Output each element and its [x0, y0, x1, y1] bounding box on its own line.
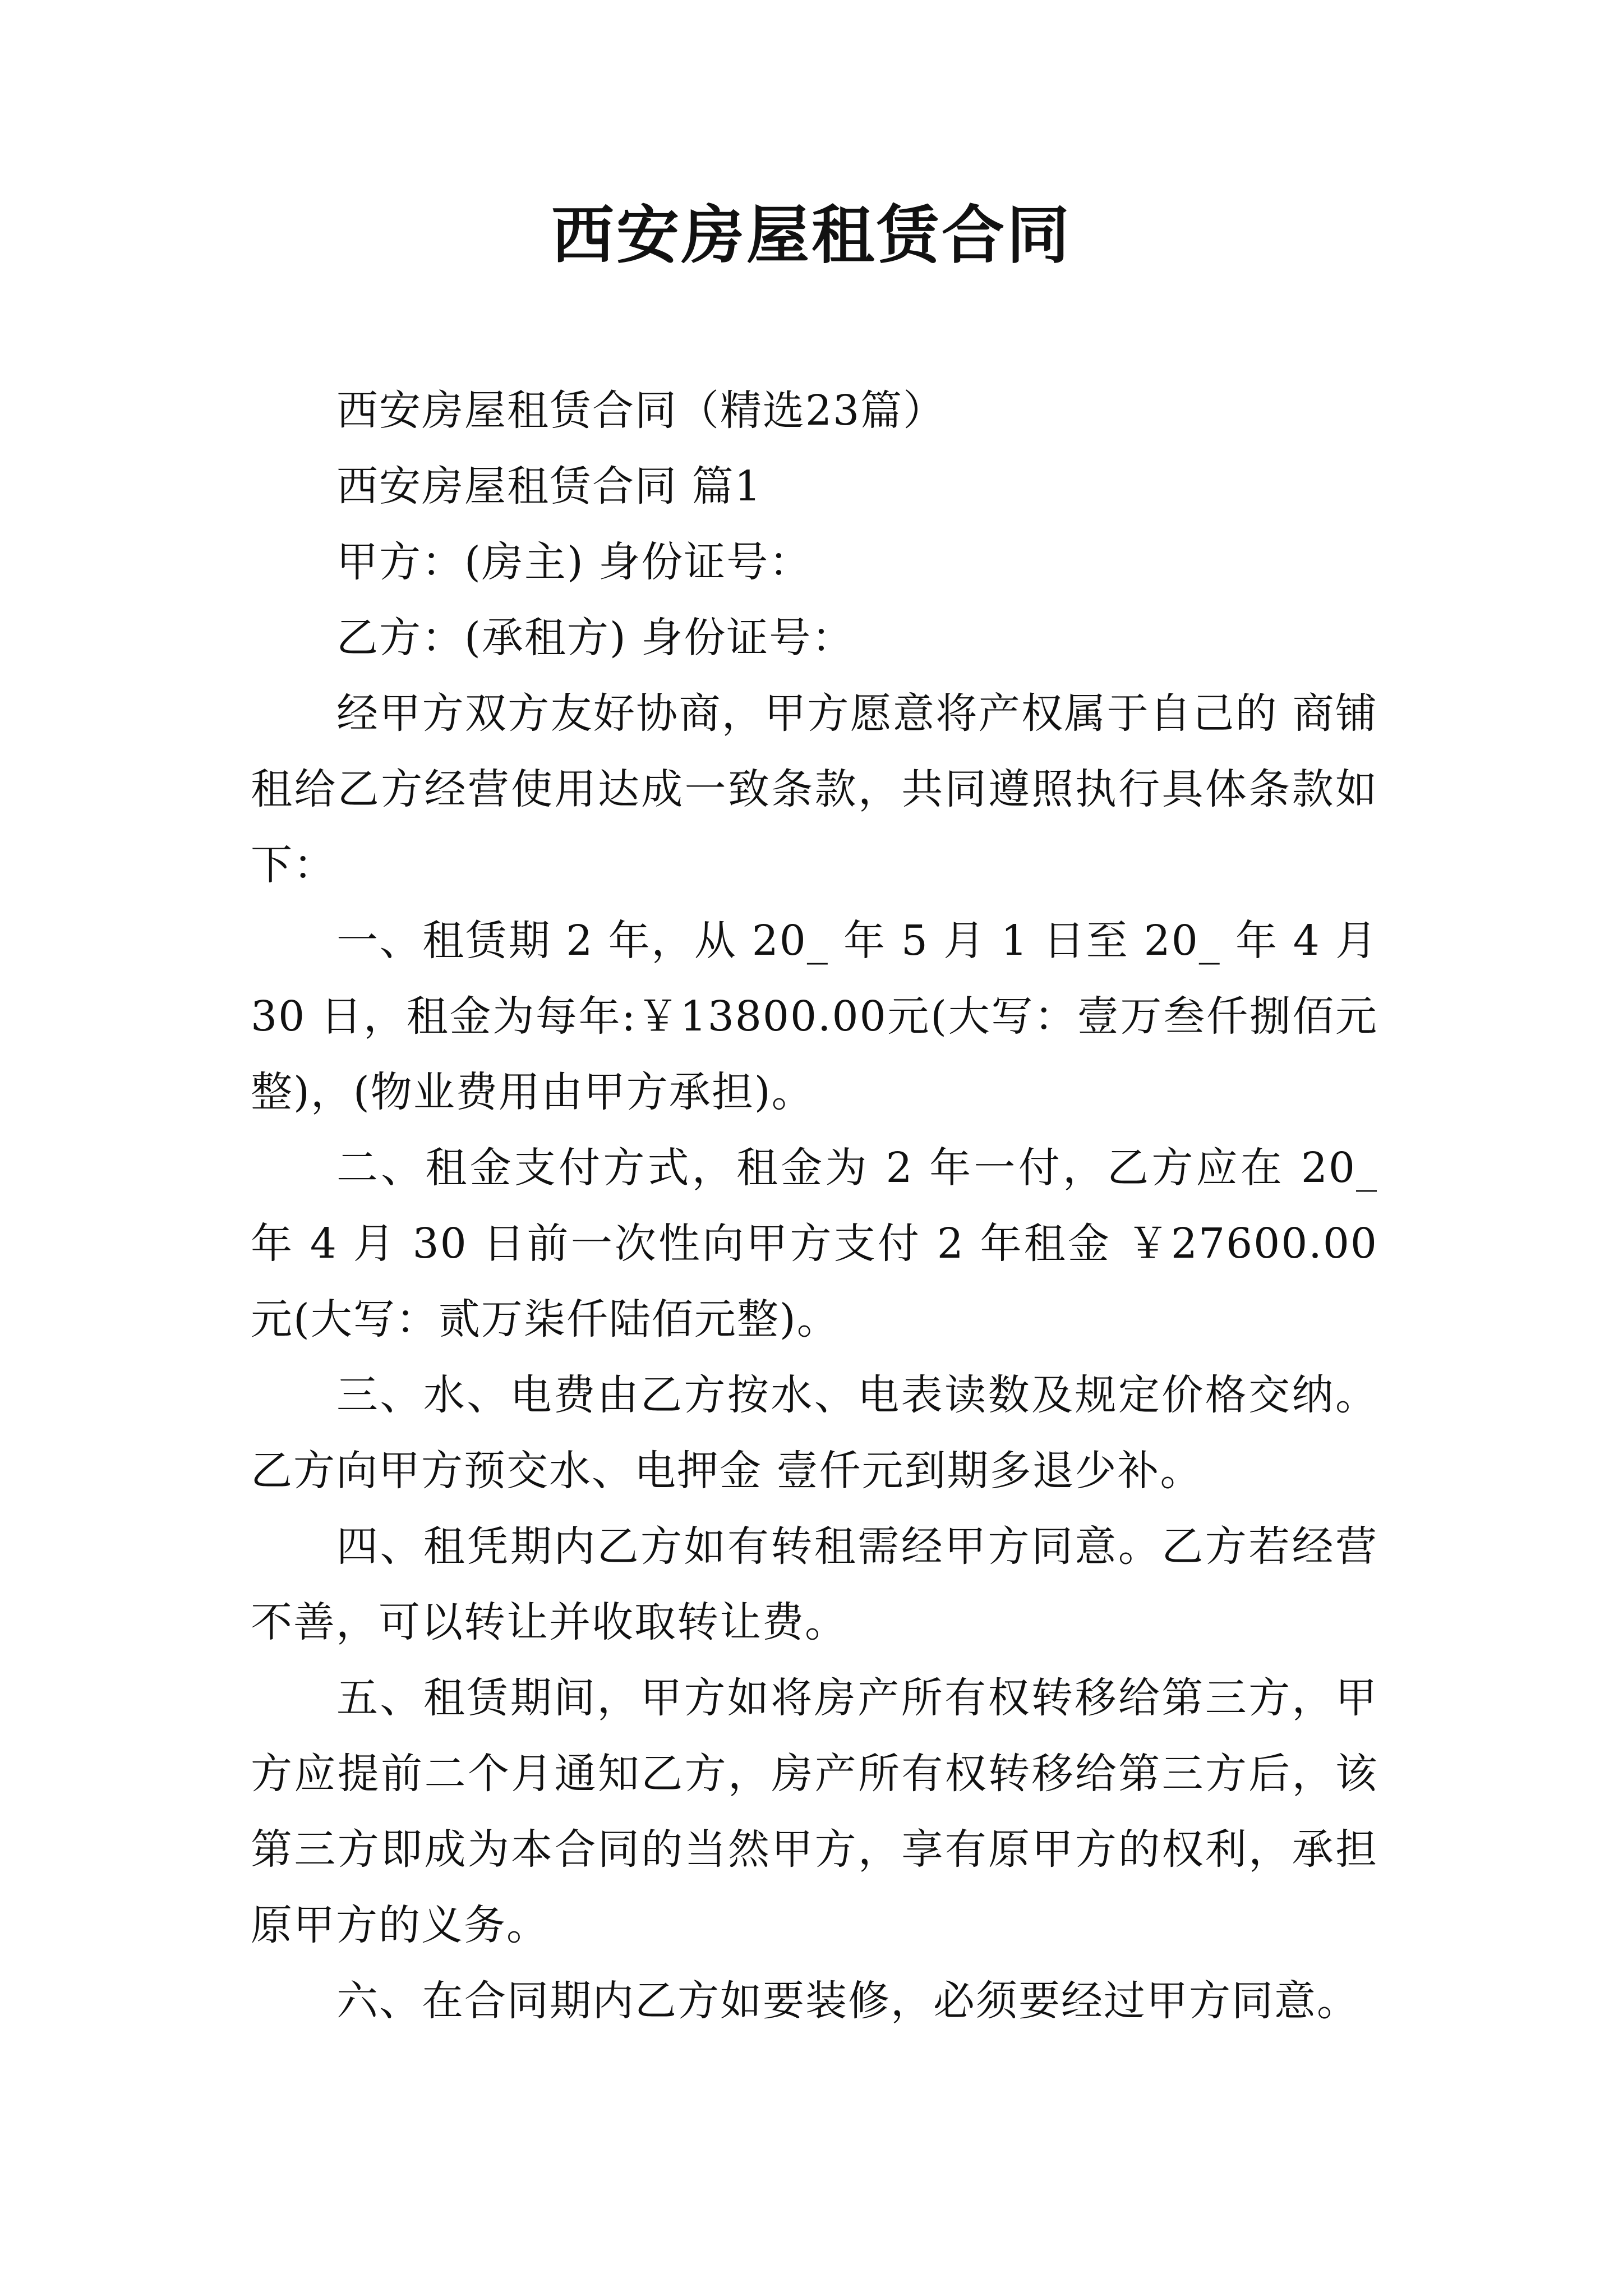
- document-title: 西安房屋租赁合同: [551, 199, 1072, 272]
- paragraph-clause-5: 五、租赁期间，甲方如将房产所有权转移给第三方，甲方应提前二个月通知乙方，房产所有权转移给第三方后，该第三方即成为本合同的当然甲方，享有原甲方的权利，承担原甲方的义务。: [251, 1674, 1378, 1949]
- paragraph-clause-1: 一、租赁期 2 年，从 20_ 年 5 月 1 日至 20_ 年 4 月 30 日，租金为每年:￥13800.00元(大写：壹万叁仟捌佰元整)，(物业费用由甲方承担)。: [251, 917, 1378, 1116]
- paragraph-subtitle: 西安房屋租赁合同（精选23篇）: [336, 386, 946, 435]
- paragraph-party-a: 甲方：(房主) 身份证号：: [336, 538, 812, 586]
- paragraph-clause-3: 三、水、电费由乙方按水、电表读数及规定价格交纳。乙方向甲方预交水、电押金 壹仟元到期多退少补。: [251, 1371, 1378, 1495]
- paragraph-clause-2: 二、租金支付方式，租金为 2 年一付，乙方应在 20_ 年 4 月 30 日前一次性向甲方支付 2 年租金 ￥27600.00元(大写：贰万柒仟陆佰元整)。: [251, 1144, 1378, 1343]
- paragraph-party-b: 乙方：(承租方) 身份证号：: [336, 614, 855, 662]
- paragraph-preamble: 经甲方双方友好协商，甲方愿意将产权属于自己的 商铺租给乙方经营使用达成一致条款，共同遵照执行具体条款如下：: [251, 689, 1378, 889]
- paragraph-clause-6: 六、在合同期内乙方如要装修，必须要经过甲方同意。: [336, 1977, 1359, 2025]
- document-body: [251, 373, 1378, 2039]
- paragraph-clause-4: 四、租凭期内乙方如有转租需经甲方同意。乙方若经营不善，可以转让并收取转让费。: [251, 1522, 1378, 1646]
- paragraph-section-heading: 西安房屋租赁合同 篇1: [336, 462, 762, 510]
